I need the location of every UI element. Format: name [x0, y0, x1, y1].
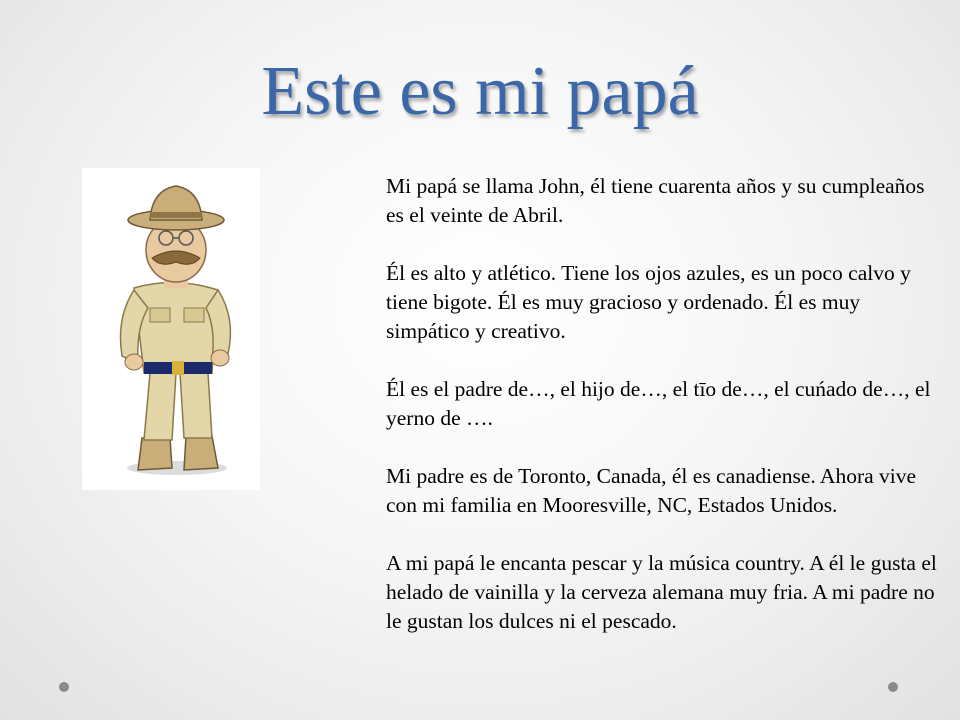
paragraph-family: Él es el padre de…, el hijo de…, el tīo de…, el cuńado de…, el yerno de ….	[386, 377, 931, 430]
explorer-cartoon-illustration	[82, 168, 260, 490]
description-text	[386, 172, 946, 636]
paragraph-appearance: Él es alto y atlético. Tiene los ojos azules, es un poco calvo y tiene bigote. Él es muy gracioso y ordenado. Él es muy simpático y creativo.	[386, 261, 911, 343]
paragraph-origin: Mi padre es de Toronto, Canada, él es canadiense. Ahora vive con mi familia en Mooresville, NC, Estados Unidos.	[386, 464, 917, 517]
nav-dot-icon	[888, 682, 898, 692]
paragraph-likes: A mi papá le encanta pescar y la música country. A él le gusta el helado de vainilla y la cerveza alemana muy fria. A mi padre no le gustan los dulces ni el pescado.	[386, 551, 937, 633]
slide-title: Este es mi papá	[261, 53, 699, 130]
father-cartoon-image	[82, 168, 260, 490]
nav-dot-icon	[59, 682, 69, 692]
paragraph-intro: Mi papá se llama John, él tiene cuarenta años y su cumpleaños es el veinte de Abril.	[386, 174, 925, 227]
